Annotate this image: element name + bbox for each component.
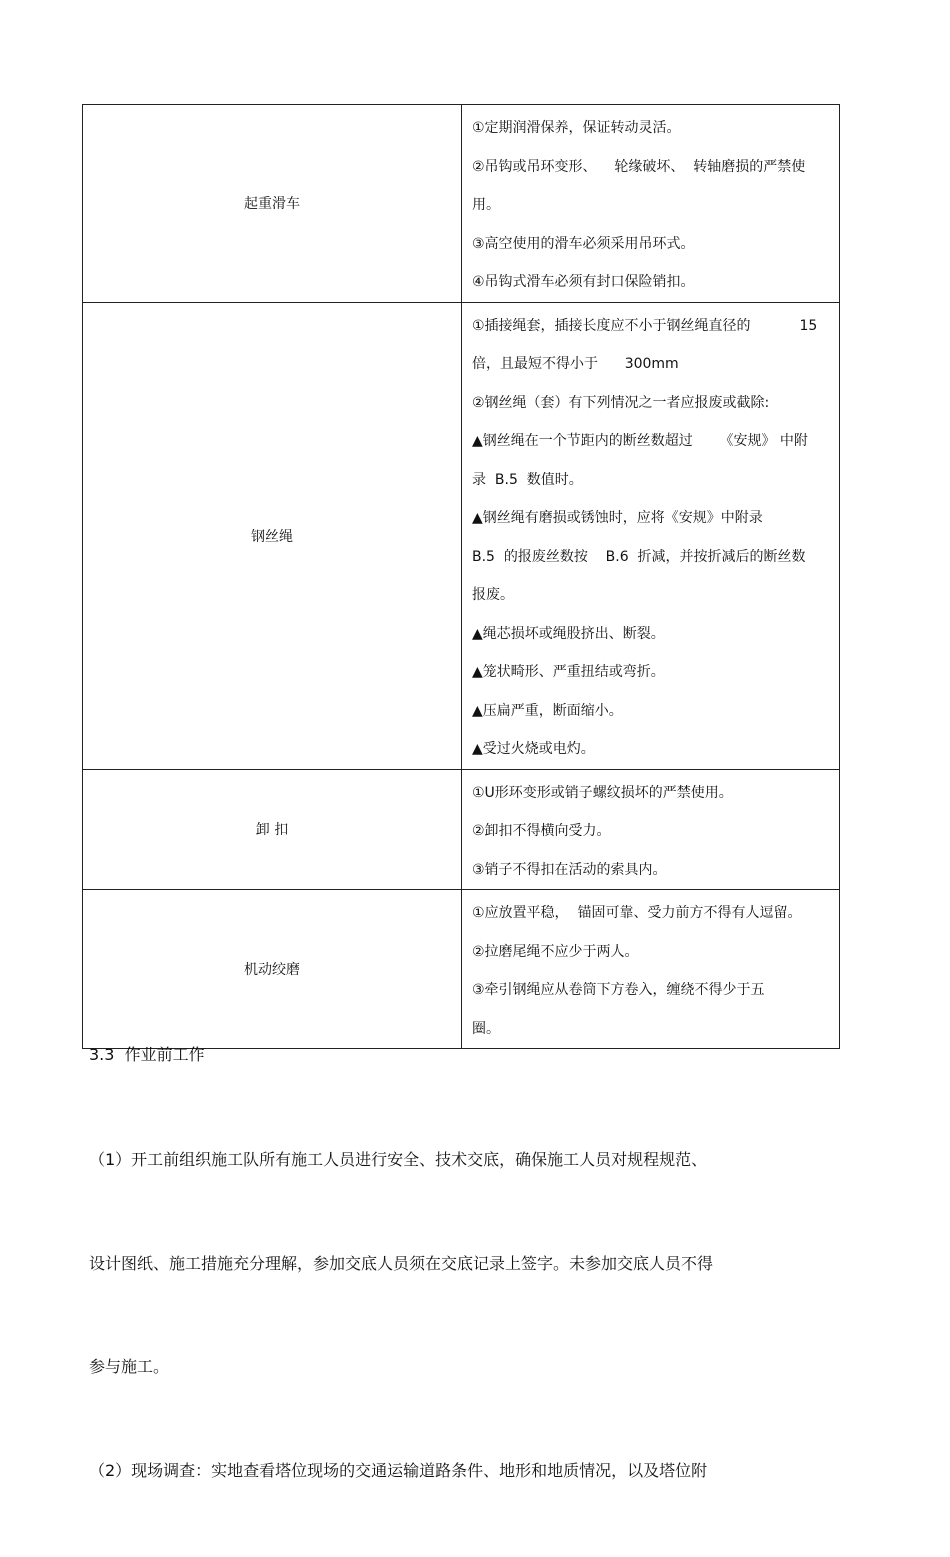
section-heading: 3.3 作业前工作 bbox=[89, 1045, 205, 1064]
requirement-line: ②拉磨尾绳不应少于两人。 bbox=[472, 943, 639, 960]
requirement-line: ▲受过火烧或电灼。 bbox=[472, 741, 595, 757]
table-row bbox=[83, 302, 840, 769]
requirement-line: ①U形环变形或销子螺纹损坏的严禁使用。 bbox=[472, 784, 733, 801]
table-row bbox=[83, 105, 840, 303]
requirement-line: ①应放置平稳， 锚固可靠、受力前方不得有人逗留。 bbox=[472, 905, 802, 921]
requirements-cell bbox=[462, 769, 840, 890]
requirement-line: ③牵引钢绳应从卷筒下方卷入，缠绕不得少于五 bbox=[472, 982, 765, 998]
paragraph-line: 设计图纸、施工措施充分理解，参加交底人员须在交底记录上签字。未参加交底人员不得 bbox=[89, 1253, 714, 1273]
requirement-line: ①定期润滑保养，保证转动灵活。 bbox=[472, 120, 681, 136]
requirement-line: ▲压扁严重，断面缩小。 bbox=[472, 702, 623, 719]
requirements-cell bbox=[462, 302, 840, 769]
requirement-line: ▲绳芯损坏或绳股挤出、断裂。 bbox=[472, 625, 665, 642]
requirement-line: ④吊钩式滑车必须有封口保险销扣。 bbox=[472, 274, 695, 290]
section-body bbox=[89, 1074, 829, 1557]
requirement-line: ①插接绳套，插接长度应不小于钢丝绳直径的 15 bbox=[472, 317, 818, 334]
equipment-inspection-table bbox=[82, 104, 840, 1049]
equipment-name-cell: 卸 扣 bbox=[83, 769, 462, 890]
requirement-line: 录 B.5 数值时。 bbox=[472, 471, 583, 488]
requirement-line: 用。 bbox=[472, 197, 500, 213]
requirement-line: ③高空使用的滑车必须采用吊环式。 bbox=[472, 235, 695, 252]
requirements-cell bbox=[462, 105, 840, 303]
requirement-line: ③销子不得扣在活动的索具内。 bbox=[472, 861, 667, 878]
paragraph-line: （2）现场调查：实地查看塔位现场的交通运输道路条件、地形和地质情况，以及塔位附 bbox=[89, 1460, 708, 1480]
equipment-name-cell: 钢丝绳 bbox=[83, 302, 462, 769]
table-row bbox=[83, 890, 840, 1049]
paragraph-line: 参与施工。 bbox=[89, 1357, 170, 1376]
equipment-name-cell: 机动绞磨 bbox=[83, 890, 462, 1049]
requirement-line: ▲笼状畸形、严重扭结或弯折。 bbox=[472, 664, 665, 680]
requirement-line: ▲钢丝绳有磨损或锈蚀时，应将《安规》中附录 bbox=[472, 510, 763, 526]
requirement-line: 报废。 bbox=[472, 587, 514, 603]
equipment-name-cell: 起重滑车 bbox=[83, 105, 462, 303]
requirement-line: ②吊钩或吊环变形、 轮缘破坏、 转轴磨损的严禁使 bbox=[472, 158, 806, 175]
table-row bbox=[83, 769, 840, 890]
requirement-line: ②卸扣不得横向受力。 bbox=[472, 823, 611, 839]
requirement-line: ②钢丝绳（套）有下列情况之一者应报废或截除: bbox=[472, 394, 770, 411]
requirement-line: 倍，且最短不得小于 300mm bbox=[472, 356, 679, 372]
paragraph-line: （1）开工前组织施工队所有施工人员进行安全、技术交底，确保施工人员对规程规范、 bbox=[89, 1150, 708, 1169]
requirement-line: B.5 的报废丝数按 B.6 折减，并按折减后的断丝数 bbox=[472, 548, 806, 565]
requirement-line: 圈。 bbox=[472, 1020, 500, 1037]
requirement-line: ▲钢丝绳在一个节距内的断丝数超过 《安规》 中附 bbox=[472, 433, 808, 449]
requirements-cell bbox=[462, 890, 840, 1049]
